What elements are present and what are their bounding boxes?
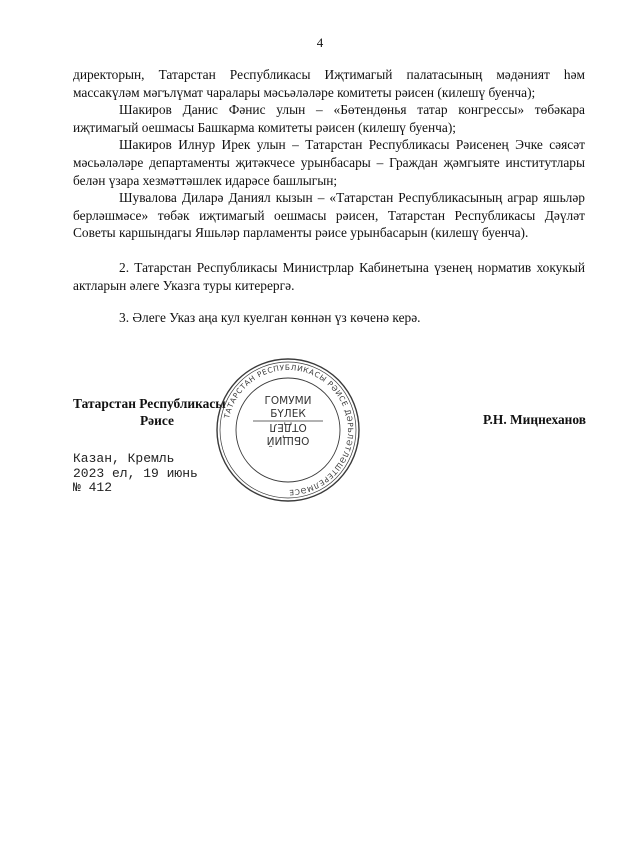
signatory-name: Р.Н. Миңнеханов bbox=[483, 412, 586, 427]
official-stamp bbox=[213, 355, 363, 505]
page-number: 4 bbox=[316, 35, 324, 50]
decree-number: № 412 bbox=[73, 480, 113, 495]
stamp-outer-text: ТАТАРСТАН РЕСПУБЛИКАСЫ РӘИСЕ ДӘРЬЛӘТЛӘШТЕРЕЛМӘСЕ bbox=[222, 362, 356, 498]
signatory-title: Рәисе bbox=[140, 413, 174, 428]
place-city: Казан, Кремль bbox=[73, 451, 175, 466]
decree-body bbox=[73, 66, 585, 327]
signatory-org: Татарстан Республикасы bbox=[73, 396, 226, 411]
stamp-center-line1: ГОМУМИ bbox=[264, 395, 312, 407]
decree-date: 2023 ел, 19 июнь bbox=[73, 465, 198, 481]
stamp-center-line3: ОТДЕЛ bbox=[269, 421, 307, 433]
paragraph-continuation: директорын, Татарстан Республикасы Иҗтимагый палатасының мәдәният һәм массакүләм мәгълүмат чаралары мәсьәләләре комитеты рәисен (килешү буенча); bbox=[73, 67, 585, 100]
stamp-center-line2: БҮЛЕК bbox=[270, 408, 306, 420]
stamp-center-line4: ОБЩИЙ bbox=[266, 434, 310, 446]
paragraph-shakirov-danis: Шакиров Данис Фәнис улын – «Бөтендөнья татар конгрессы» төбәкара иҗтимагый оешмасы Башкарма комитеты рәисен (килешү буенча); bbox=[73, 102, 585, 135]
paragraph-shuvalova: Шувалова Диларә Даниял кызын – «Татарстан Республикасының аграр яшьләр берләшмәсе» төбәк иҗтимагый оешмасы рәисен, Татарстан Республикасы Дәүләт Советы каршындагы Яшьләр парламенты рәисе урынбасарын (килешү буенча). bbox=[73, 190, 585, 241]
paragraph-shakirov-ilnur: Шакиров Илнур Ирек улын – Татарстан Республикасы Рәисенең Эчке сәясәт мәсьәләләре департаменты җитәкчесе урынбасары – Граждан җәмгыяте институтлары белән үзара хезмәттәшлек идарәсе башлыгын; bbox=[73, 137, 585, 188]
signatory-position bbox=[73, 395, 226, 429]
place-date-number bbox=[73, 452, 198, 496]
paragraph-item-3: 3. Әлеге Указ аңа кул куелган көннән үз көченә керә. bbox=[119, 310, 421, 326]
paragraph-item-2: 2. Татарстан Республикасы Министрлар Кабинетына үзенең норматив хокукый актларын әлеге Указга туры китерергә. bbox=[73, 259, 585, 293]
